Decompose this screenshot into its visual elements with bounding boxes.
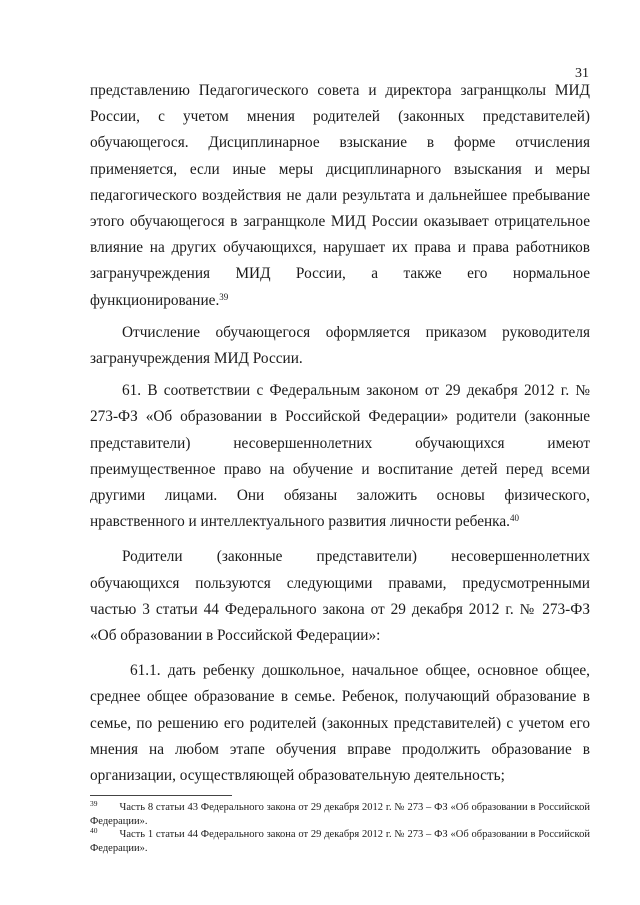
footnote-ref: 39 — [219, 291, 229, 302]
footnote-separator — [90, 795, 232, 796]
paragraph-text: 61.1. дать ребенку дошкольное, начальное общее, основное общее, среднее общее образование в семье. Ребенок, получающий образование в семье, по решению его родителей (законных представителей) с учетом его мнения на любом этапе обучения вправе продолжить образование в организации, осуществляющей образовательную деятельность; — [90, 662, 590, 785]
page-number: 31 — [575, 66, 589, 81]
paragraph-expulsion-conditions — [90, 78, 590, 314]
paragraph-text: представлению Педагогического совета и директора загранщколы МИД России, с учетом мнения родителей (законных представителей) обучающегося. Дисциплинарное взыскание в форме отчисления применяется, если иные меры дисциплинарного взыскания и меры педагогического воздействия не дали результата и дальнейшее пребывание этого обучающегося в загранщколе МИД России оказывает отрицательное влияние на других обучающихся, нарушает их права и права работников загранучреждения МИД России, а также его нормальное функционирование. — [90, 82, 590, 309]
paragraph-section-61 — [90, 378, 590, 535]
footnote-item — [90, 828, 590, 855]
footnotes — [90, 801, 590, 855]
paragraph-section-61-1 — [90, 658, 590, 789]
footnote-text: Часть 8 статьи 43 Федерального закона от 29 декабря 2012 г. № 273 – ФЗ «Об образовании в Российской Федерации». — [90, 802, 590, 827]
paragraph-text: Родители (законные представители) несовершеннолетних обучающихся пользуются следующими правами, предусмотренными частью 3 статьи 44 Федерального закона от 29 декабря 2012 г. № 273-ФЗ «Об образовании в Российской Федерации»: — [90, 548, 590, 645]
footnote-number: 39 — [90, 799, 98, 808]
paragraph-text: Отчисление обучающегося оформляется приказом руководителя загранучреждения МИД России. — [90, 323, 590, 368]
paragraph-text: 61. В соответствии с Федеральным законом от 29 декабря 2012 г. № 273-ФЗ «Об образовании в Российской Федерации» родители (законные представители) несовершеннолетних обучающихся имеют преимущественное право на обучение и воспитание детей перед всеми другими лицами. Они обязаны заложить основы физического, нравственного и интеллектуального развития личности ребенка. — [90, 382, 590, 531]
footnote-item — [90, 801, 590, 828]
footnote-ref: 40 — [510, 513, 519, 524]
paragraph-parent-rights — [90, 544, 590, 649]
footnote-text: Часть 1 статьи 44 Федерального закона от 29 декабря 2012 г. № 273 – ФЗ «Об образовании в Российской Федерации». — [90, 829, 590, 854]
paragraph-expulsion-order — [90, 320, 590, 372]
body-text — [90, 78, 590, 789]
footnote-number: 40 — [90, 826, 98, 835]
